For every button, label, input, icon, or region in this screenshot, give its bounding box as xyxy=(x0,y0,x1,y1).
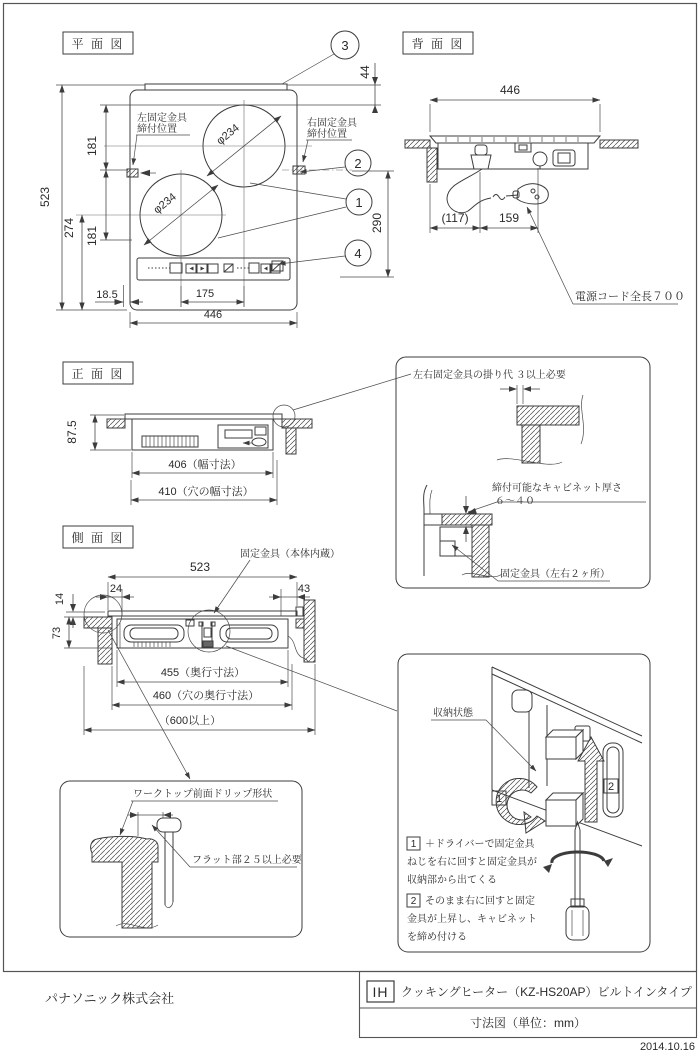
mount-bracket-note: 固定金具（左右２ヶ所） xyxy=(500,569,610,580)
plan-dim-18-5: 18.5 xyxy=(96,289,118,301)
side-view xyxy=(51,526,397,779)
drip-title: ワークトップ前面ドリップ形状 xyxy=(133,789,273,800)
title-block xyxy=(45,972,697,1052)
plan-view xyxy=(38,31,394,328)
side-dim-73: 73 xyxy=(51,626,63,640)
plan-dim-523: 523 xyxy=(38,186,52,208)
screwdriver-icon xyxy=(543,822,613,940)
rear-body xyxy=(438,143,588,169)
plan-dim-181-upper: 181 xyxy=(85,135,99,157)
callout-4: 4 xyxy=(354,246,362,261)
company-name: パナソニック株式会社 xyxy=(45,991,175,1006)
rotate-arrow-icon xyxy=(496,779,545,834)
step2-line2: 金具が上昇し、キャビネット xyxy=(407,914,537,925)
step2-line1: そのまま右に回すと固定 xyxy=(425,896,535,907)
drip-flat-note: フラット部２５以上必要 xyxy=(192,855,302,866)
step2-line3: を締め付ける xyxy=(407,932,467,943)
front-view xyxy=(63,362,411,505)
plan-phi-right: φ234 xyxy=(214,121,242,148)
plan-right-bracket-note-2: 締付位置 xyxy=(307,129,347,140)
side-dim-523: 523 xyxy=(189,560,211,574)
plan-dim-44: 44 xyxy=(358,65,372,79)
side-bracket-note: 固定金具（本体内蔵） xyxy=(240,549,340,560)
step1-number: 1 xyxy=(410,839,417,850)
drawing-date: 2014.10.16 xyxy=(639,1041,695,1052)
rear-cord-gland xyxy=(471,155,491,169)
mount-thickness-note-1: 締付可能なキャビネット厚さ xyxy=(492,483,622,494)
plan-left-bracket-note-1: 左固定金具 xyxy=(137,113,187,124)
rear-counter-wall xyxy=(427,148,437,182)
install-instructions xyxy=(407,837,537,943)
rear-plug xyxy=(517,184,548,204)
callout-3: 3 xyxy=(341,38,349,53)
mount-thickness-note-2: ６〜４０ xyxy=(495,496,535,507)
step2-number: 2 xyxy=(410,896,417,907)
step1-line1: ＋ドライバーで固定金具 xyxy=(425,839,535,850)
mount-detail-box xyxy=(396,357,650,588)
side-view-label: 側 面 図 xyxy=(71,531,125,545)
ih-badge: IH xyxy=(372,984,389,1000)
plan-right-bracket-note-1: 右固定金具 xyxy=(307,118,357,129)
step1-line3: 収納部から出てくる xyxy=(407,875,497,886)
drip-detail-box xyxy=(60,781,302,937)
rear-view xyxy=(403,32,685,304)
rear-view-label: 背 面 図 xyxy=(411,37,465,51)
side-dim-600: （600以上） xyxy=(158,715,222,727)
sheet-title: 寸法図（単位：mm） xyxy=(470,1016,586,1030)
front-cabinet-wall xyxy=(286,428,296,454)
plan-dim-274: 274 xyxy=(62,217,76,239)
mount-engage-note: 左右固定金具の掛り代 ３以上必要 xyxy=(413,370,566,381)
plan-dim-181-lower: 181 xyxy=(85,225,99,247)
rear-dim-159: 159 xyxy=(498,211,520,225)
side-dim-14: 14 xyxy=(54,592,66,606)
install-detail-box xyxy=(398,654,650,952)
side-dim-24: 24 xyxy=(109,583,123,595)
drip-worktop-section xyxy=(91,836,158,928)
callout-1: 1 xyxy=(355,195,363,210)
plan-dim-290: 290 xyxy=(370,212,384,234)
step1-line2: ねじを右に回すと固定金具が xyxy=(407,857,537,868)
front-dim-410: 410（穴の幅寸法） xyxy=(158,486,254,498)
rear-inlet-circle xyxy=(533,152,547,166)
iso-step-2: 2 xyxy=(607,781,615,793)
iso-step-1: 1 xyxy=(495,793,503,805)
plan-left-bracket-note-2: 締付位置 xyxy=(137,124,177,135)
side-dim-460: 460（穴の奥行寸法） xyxy=(152,690,260,702)
side-rear-wall xyxy=(304,600,315,662)
rear-dim-446: 446 xyxy=(499,83,521,97)
front-view-label: 正 面 図 xyxy=(71,367,125,381)
callout-2: 2 xyxy=(354,156,362,171)
rear-cord-note: 電源コード全長７００ xyxy=(575,291,685,303)
rear-top-plate xyxy=(430,136,600,143)
plan-view-label: 平 面 図 xyxy=(71,37,125,51)
front-top-plate xyxy=(125,414,282,419)
front-dim-87-5: 87.5 xyxy=(65,420,79,444)
product-title: クッキングヒーター（KZ-HS20AP）ビルトインタイプ xyxy=(401,985,692,999)
side-dim-455: 455（奥行寸法） xyxy=(160,667,246,679)
side-dim-43: 43 xyxy=(297,583,311,595)
front-dim-406: 406（幅寸法） xyxy=(168,459,242,471)
rear-power-cord xyxy=(447,169,491,213)
install-stored-note: 収納状態 xyxy=(433,708,473,719)
plan-dim-446: 446 xyxy=(203,309,223,321)
plan-left-bracket xyxy=(127,169,138,177)
plan-phi-left: φ234 xyxy=(151,190,179,217)
side-glass xyxy=(108,611,297,616)
rear-dim-117: (117) xyxy=(441,211,469,225)
plan-top-plate xyxy=(145,84,287,90)
plan-control-panel xyxy=(137,258,290,280)
plan-dim-175: 175 xyxy=(195,288,215,300)
